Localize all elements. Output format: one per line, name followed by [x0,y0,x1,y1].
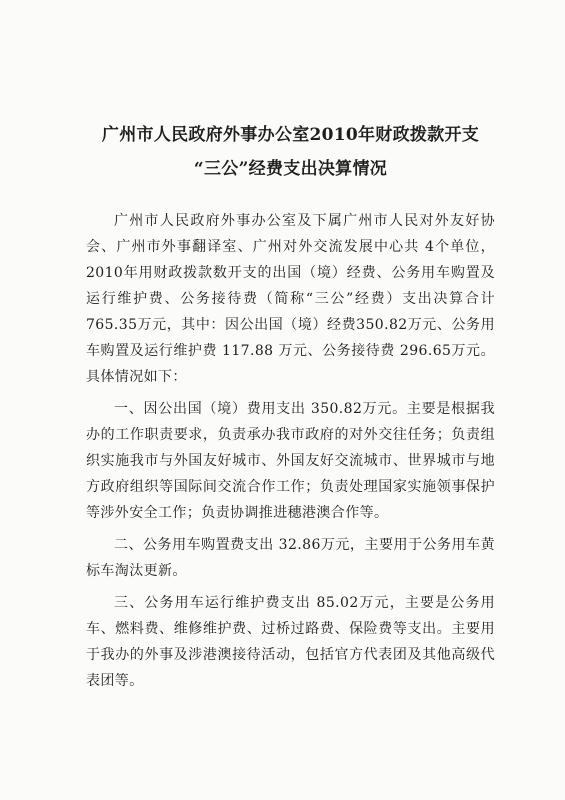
document-title [86,118,495,186]
paragraph-vehicle-maintenance: 三、公务用车运行维护费支出 85.02万元，主要是公务用车、燃料费、维修维护费、过桥过路费、保险费等支出。主要用于我办的外事及涉港澳接待活动，包括官方代表团及其他高级代表团等。 [86,595,495,689]
title-line-2: “三公”经费支出决算情况 [193,159,388,179]
paragraph-vehicle-purchase: 二、公务用车购置费支出 32.86万元，主要用于公务用车黄标车淘汰更新。 [86,537,495,579]
paragraph-overseas-expense: 一、因公出国（境）费用支出 350.82万元。主要是根据我办的工作职责要求，负责承办我市政府的对外交往任务；负责组织实施我市与外国友好城市、外国友好交流城市、世界城市与地方政府组织等国际间交流合作工作；负责处理国家实施领事保护等涉外安全工作；负责协调推进穗港澳合作等。 [86,401,495,521]
paragraph-intro: 广州市人民政府外事办公室及下属广州市人民对外友好协会、广州市外事翻译室、广州对外交流发展中心共 4个单位，2010年用财政拨款数开支的出国（境）经费、公务用车购置及运行维护费、公务接待费（简称“三公”经费）支出决算合计 765.35万元，其中：因公出国（境）经费350.82万元、公务用车购置及运行维护费 117.88 万元、公务接待费 296.65万元。具体情况如下： [86,213,495,385]
title-line-1: 广州市人民政府外事办公室2010年财政拨款开支 [101,125,480,145]
